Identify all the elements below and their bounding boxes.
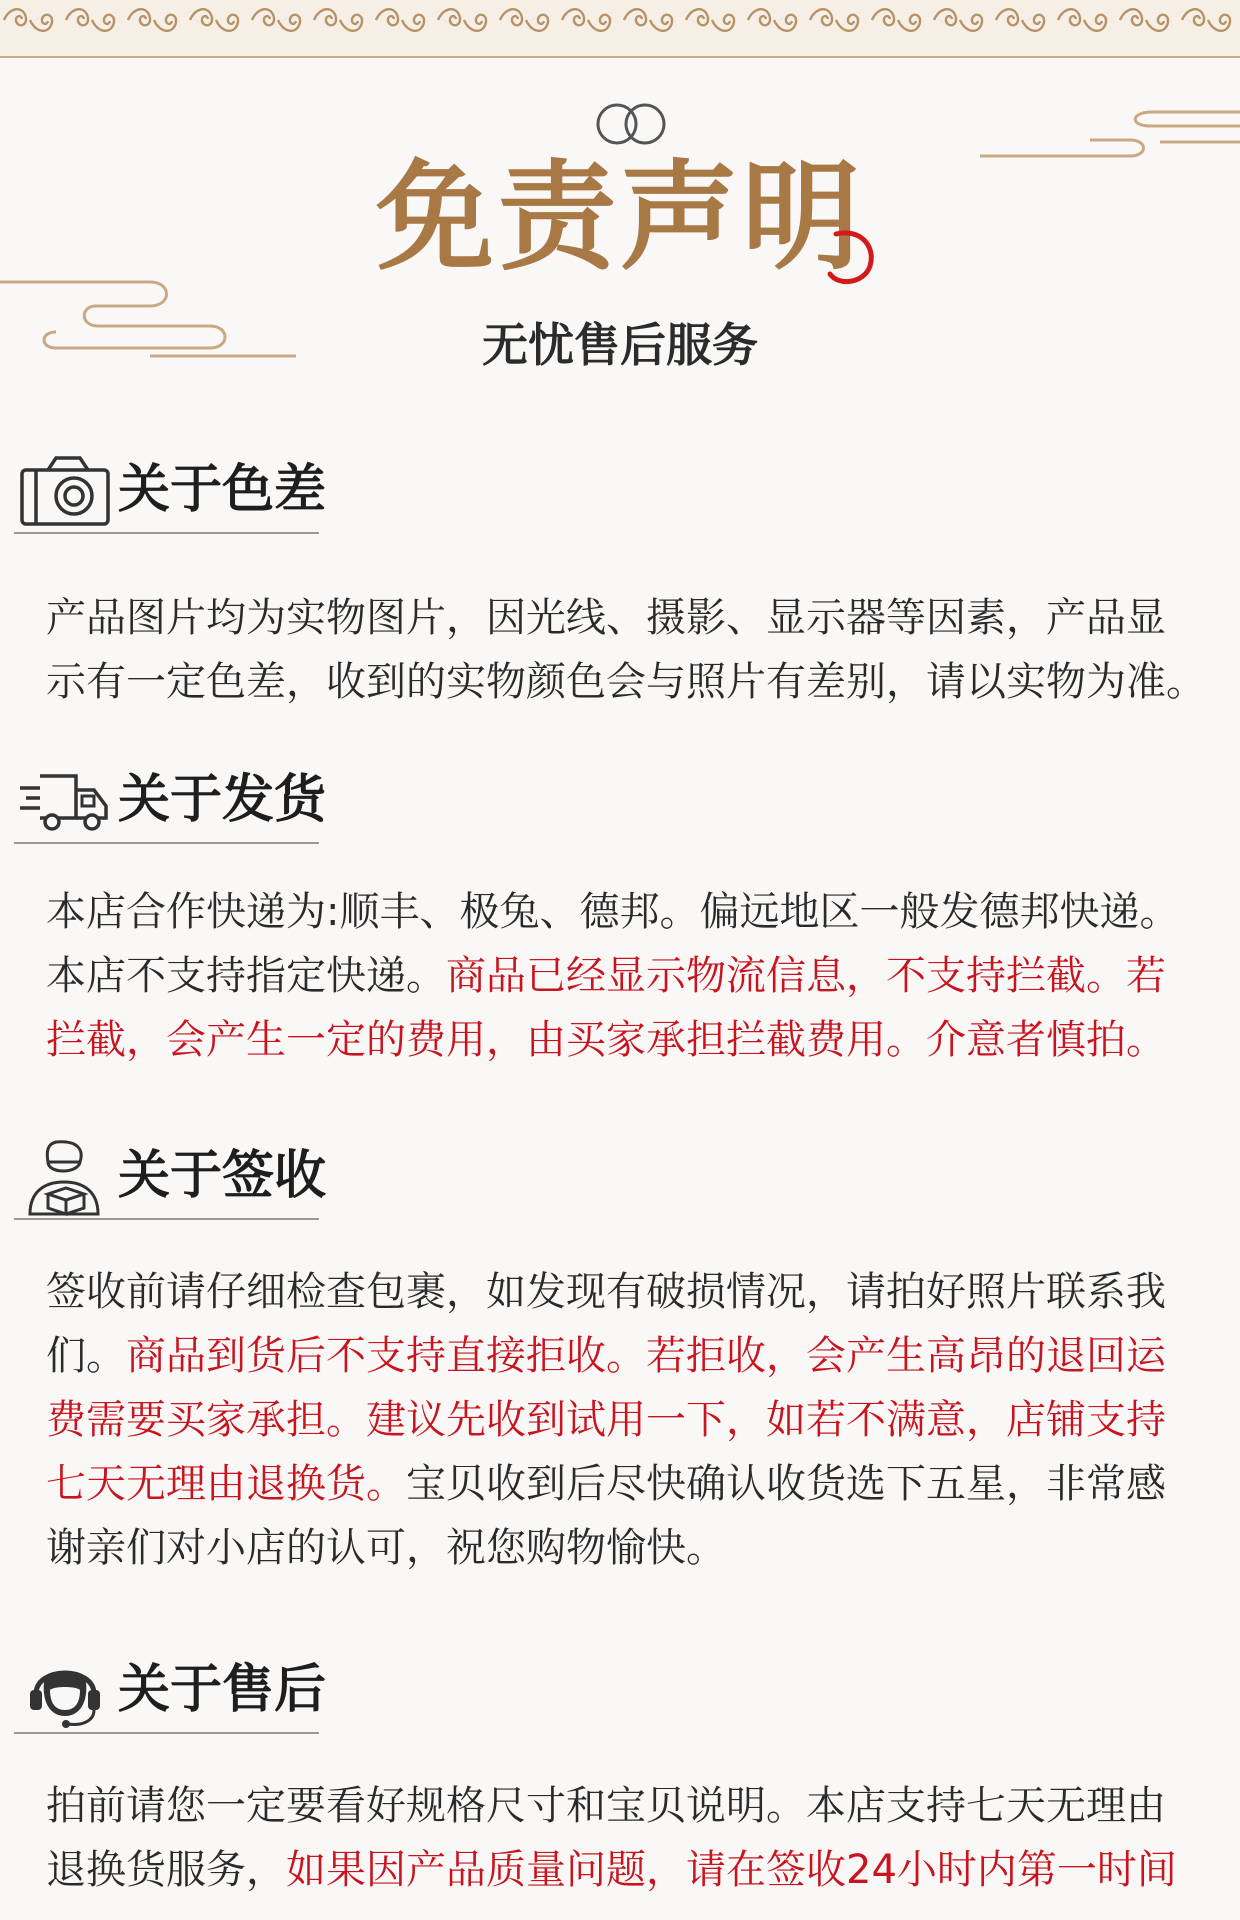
section-header-color-difference: [14, 452, 327, 534]
text-run: 们。: [46, 1333, 126, 1379]
camera-icon: [18, 452, 112, 532]
text-run-emphasis: 费需要买家承担。建议先收到试用一下，如若不满意，店铺支持: [46, 1397, 1166, 1443]
text-line: [46, 1269, 1166, 1315]
text-run-emphasis: 七天无理由退换货。: [46, 1461, 406, 1507]
text-line: [46, 1397, 1166, 1443]
text-run: 示有一定色差，收到的实物颜色会与照片有差别，请以实物为准。: [46, 659, 1206, 705]
section-header-shipping: [14, 762, 327, 844]
text-line: [46, 1525, 726, 1571]
text-run-emphasis: 商品到货后不支持直接拒收。若拒收，会产生高昂的退回运: [126, 1333, 1166, 1379]
text-run-emphasis: 商品已经显示物流信息，不支持拦截。若: [446, 953, 1166, 999]
section-title: 关于色差: [118, 460, 327, 520]
section-title: 关于发货: [118, 770, 327, 830]
rings-ornament-icon: [590, 100, 672, 148]
text-run: 本店合作快递为:顺丰、极兔、德邦。偏远地区一般发德邦快递。: [46, 889, 1180, 935]
text-run: 谢亲们对小店的认可，祝您购物愉快。: [46, 1525, 726, 1571]
courier-package-icon: [18, 1138, 112, 1218]
text-line: [46, 889, 1180, 935]
section-header-receipt: [14, 1138, 327, 1220]
text-run: 宝贝收到后尽快确认收货选下五星，非常感: [406, 1461, 1166, 1507]
text-line: [46, 1847, 1177, 1893]
section-title: 关于签收: [118, 1146, 327, 1206]
text-run-emphasis: 如果因产品质量问题，请在签收24小时内第一时间: [286, 1847, 1177, 1893]
text-run: 产品图片均为实物图片，因光线、摄影、显示器等因素，产品显: [46, 595, 1166, 641]
section-header-after-sales: [14, 1652, 327, 1734]
page-subtitle: 无忧售后服务: [482, 318, 758, 372]
section-title: 关于售后: [118, 1660, 327, 1720]
text-line: [46, 1333, 1166, 1379]
text-run: 本店不支持指定快递。: [46, 953, 446, 999]
page-title: 免责声明: [375, 147, 864, 286]
text-run: 拍前请您一定要看好规格尺寸和宝贝说明。本店支持七天无理由: [46, 1783, 1166, 1829]
text-line: [46, 1461, 1166, 1507]
text-run-emphasis: 拦截，会产生一定的费用，由买家承担拦截费用。介意者慎拍。: [46, 1017, 1166, 1063]
title-flourish-icon: [826, 226, 882, 290]
text-line: [46, 953, 1166, 999]
customer-service-headset-icon: [18, 1652, 112, 1732]
text-line: [46, 659, 1206, 705]
text-run: 签收前请仔细检查包裹，如发现有破损情况，请拍好照片联系我: [46, 1269, 1166, 1315]
delivery-truck-icon: [18, 762, 112, 842]
top-decorative-border: [0, 0, 1240, 58]
text-line: [46, 595, 1166, 641]
text-run: 退换货服务，: [46, 1847, 286, 1893]
text-line: [46, 1017, 1166, 1063]
text-line: [46, 1783, 1166, 1829]
